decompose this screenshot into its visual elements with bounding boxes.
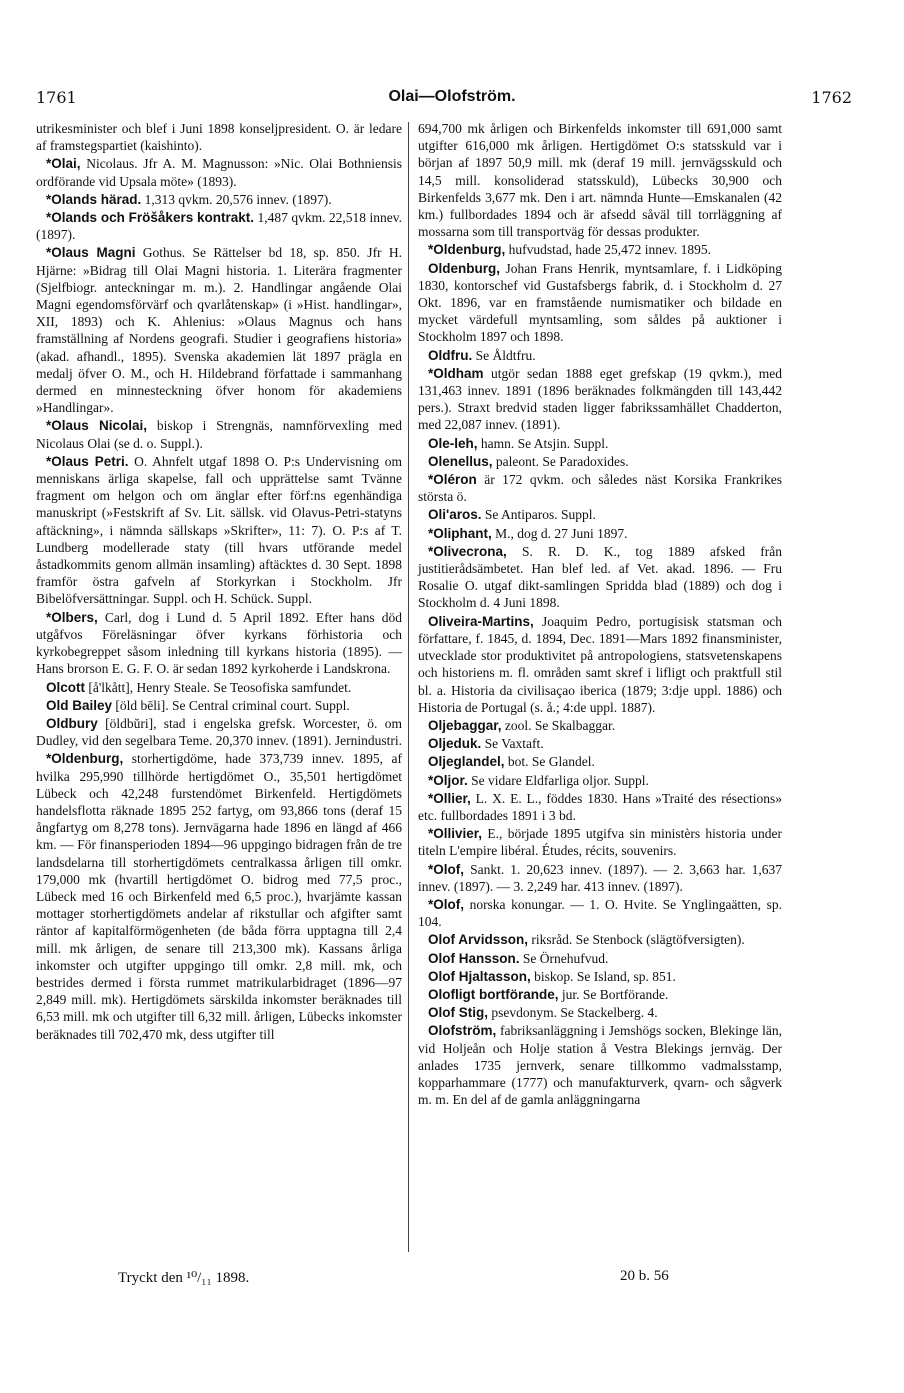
print-date: Tryckt den ¹⁰/₁₁ 1898.: [118, 1270, 250, 1286]
dictionary-entry: [36, 417, 402, 451]
entry-text: bot. Se Glandel.: [507, 754, 595, 770]
dictionary-entry: [418, 772, 782, 789]
entry-text: Johan Frans Henrik, myntsamlare, f. i Lidköping 1830, kontorschef vid Gustafsbergs fabrik, d. i Stockholm d. 27 Okt. 1896, var en framstående numismatiker och bildade en mycket värdefull myntsamling, som såldes på auktioner i Stockholm 1897 och 1898.: [418, 260, 782, 345]
entry-headword: *Olbers,: [46, 609, 98, 625]
dictionary-entry: [418, 543, 782, 612]
entry-text: 1,487 qvkm. 22,518 innev. (1897).: [36, 210, 402, 243]
dictionary-entry: [418, 471, 782, 505]
left-column: [36, 120, 402, 1044]
entry-headword: Oliveira-Martins,: [428, 613, 534, 629]
entry-headword: Oli'aros.: [428, 507, 482, 523]
entry-text: [å'lkått], Henry Steale. Se Teosofiska samfundet.: [88, 679, 352, 695]
dictionary-entry: [418, 825, 782, 859]
sheet-signature: 20 b. 56: [620, 1268, 669, 1284]
entry-text: utrikesminister och blef i Juni 1898 konseljpresident. O. är ledare af framstegspartiet (kaishinto).: [36, 121, 402, 154]
entry-headword: *Oljor.: [428, 772, 468, 788]
entry-text: riksråd. Se Stenbock (slägtöfversigten).: [531, 932, 745, 948]
page-number-right: 1762: [811, 88, 852, 107]
entry-text: 694,700 mk årligen och Birkenfelds inkomster till 691,000 samt utgifter 616,000 mk årligen. Hertigdömet O:s statsskuld var i början af 1897 50,9 mill. mk (deraf 19 mill. jernvägsskuld och 14,5 mill. konsoliderad statsskuld), Lübecks 30,900 och Birkenfelds 3,677 mk. Den i art. nämnda Hunte—Emskanalen (42 km.) fullbordades 1894 och är afsedd såväl till torrläggning af mossarna som till transportväg för dessas produkter.: [418, 121, 782, 240]
entry-headword: Olof Hansson.: [428, 950, 520, 966]
dictionary-entry: [418, 506, 782, 523]
right-column: [418, 120, 782, 1109]
entry-text: biskop. Se Island, sp. 851.: [534, 968, 676, 984]
dictionary-entry: [418, 790, 782, 824]
dictionary-entry: [36, 209, 402, 243]
entry-text: fabriksanläggning i Jemshögs socken, Blekinge län, vid Holjeån och Holje station å Vestra Blekings jernväg. Der anlades 1735 jernverk, senare tillkommo vadmalsstamp, kopparhammare (1777) och manufakturverk, qvarn- och sågverk m. m. En del af de gamla anläggningarna: [418, 1023, 783, 1108]
dictionary-entry: [418, 717, 782, 734]
entry-headword: *Olivecrona,: [428, 543, 507, 559]
dictionary-entry: [418, 613, 782, 716]
dictionary-entry: [418, 241, 782, 258]
entry-text: O. Ahnfelt utgaf 1898 O. P:s Undervisning om menniskans ärliga skapelse, fall och upprättelse samt Tvänne fragment om helgon och om änglar efter förf:ns egenhändiga manuskript (»Festskrift af Sv. Lit. sällsk. vid Olavus-Petri-statyns aftäckning», i nämnda sällskaps »Skrifter», 11: 7). O. P:s af T. Lundberg modellerade staty (till hvars utförande medel åstadkommits genom allmän insamling) aftäcktes d. 30 Sept. 1898 framför östra gafveln af Storkyrkan i Stockholm. Jfr Bibelöfversättningar. Suppl. och H. Schück. Suppl.: [36, 453, 402, 607]
dictionary-entry: [36, 697, 402, 714]
dictionary-entry: [36, 750, 402, 1042]
entry-text: Carl, dog i Lund d. 5 April 1892. Efter hans död utgåfvos Föreläsningar öfver kyrkans förhistoria och kyrkobegreppet såsom inledning till kyrkans historia (1895). — Hans brorson E. G. F. O. är sedan 1892 kyrkoherde i Landskrona.: [36, 609, 403, 677]
dictionary-entry: [418, 968, 782, 985]
dictionary-entry: [418, 986, 782, 1003]
entry-text: Se Vaxtaft.: [484, 736, 544, 752]
entry-headword: Olofström,: [428, 1023, 497, 1039]
entry-text: Se Örnehufvud.: [522, 950, 609, 966]
entry-headword: Olcott: [46, 679, 85, 695]
entry-headword: *Oldenburg,: [46, 751, 124, 767]
entry-headword: Old Bailey: [46, 697, 113, 713]
dictionary-entry: [418, 950, 782, 967]
entry-headword: Olof Hjaltasson,: [428, 968, 531, 984]
entry-headword: Oldenburg,: [428, 260, 500, 276]
entry-text: hufvudstad, hade 25,472 innev. 1895.: [508, 242, 711, 258]
dictionary-entry: [418, 435, 782, 452]
entry-headword: *Ollivier,: [428, 826, 483, 842]
dictionary-entry: [36, 453, 402, 608]
entry-headword: Oldfru.: [428, 347, 473, 363]
entry-text: Gothus. Se Rättelser bd 18, sp. 850. Jfr H. Hjärne: »Bidrag till Olai Magni historia. 1. Literära fragmenter (Sjelfbiogr. anteckningar m. m.). 2. Handlingar angående Olai Magni egendomsförvärf och qvarlåtenskap» (i »Hist. handlingar», XII, 1893) och K. Ahlenius: »Olaus Magnus och hans framställning af Nordens geografi. Studier i geografiens historia» (akad. afhandl., 1895). Svenska akademien lät 1897 prägla en medalj öfver O. M., och H. Hildebrand författade i sammanhang dermed en minnesteckning öfver honom för akademiens »Handlingar».: [36, 245, 403, 416]
entry-headword: *Ollier,: [428, 790, 471, 806]
entry-text: storhertigdöme, hade 373,739 innev. 1895, af hvilka 295,990 tillhörde hertigdömet O., 35,501 hertigdömet Lübeck och 42,248 furstendömet Birkenfeld. Hertigdömets handelsflotta räknade 1895 252 fartyg, om 93,866 tons (deraf 15 ångfartyg om 8,278 tons). Jernvägarna hade 1896 en längd af 466 km. — För finansperioden 1894—96 uppgingo bidragen från de tre landsdelarna till storhertigdömets centralkassa årligen till omkr. 179,000 mk (hvartill hertigdömet O. bidrog med 77,5 proc., Lübeck med 16 och Birkenfeld med 6,5 proc.), hvarjämte kassan mottager storhertigdömets andelar af rikstullar och afgifter samt räntor af kapitalförmögenheten (de båda förra upptagna till 2,4 mill. mk årligen, de senare till 213,300 mk). Kassans årliga inkomster och utgifter uppgingo till omkr. 2,8 mill. mk, och bestrides dermed i första rummet matrikularbidraget (1896—97 2,849 mill. mk). Hertigdömets särskilda inkomster beräknades till 6,53 mill. mk och utgifter till 6,32 mill. årligen, Lübecks inkomster beräknades till 702,470 mk, dess utgifter till: [36, 751, 403, 1042]
entry-text: utgör sedan 1888 eget grefskap (19 qvkm.), med 131,463 innev. 1891 (1896 beräknades folkmängden till 143,442 pers.). Straxt bredvid staden ligger fabrikssamhället Chadderton, med 22,087 innev. (1891).: [418, 365, 783, 433]
entry-text: L. X. E. L., föddes 1830. Hans »Traité des résections» etc. fullbordades 1891 i 3 bd.: [418, 790, 783, 823]
entry-headword: Oljeduk.: [428, 736, 482, 752]
entry-text: hamn. Se Atsjin. Suppl.: [480, 435, 609, 451]
entry-headword: *Olof,: [428, 896, 464, 912]
dictionary-entry: [36, 715, 402, 749]
dictionary-entry: [36, 244, 402, 416]
entry-headword: *Oliphant,: [428, 525, 492, 541]
entry-text: E., började 1895 utgifva sin ministèrs historia under titeln L'empire libéral. Études, récits, souvenirs.: [418, 826, 782, 859]
dictionary-entry: [418, 453, 782, 470]
entry-headword: *Oldham: [428, 365, 484, 381]
entry-text: Se Antiparos. Suppl.: [484, 507, 596, 523]
entry-headword: Oljebaggar,: [428, 717, 502, 733]
entry-headword: Oljeglandel,: [428, 754, 505, 770]
dictionary-entry: [418, 753, 782, 770]
entry-text: M., dog d. 27 Juni 1897.: [495, 525, 628, 541]
entry-text: är 172 qvkm. och således näst Korsika Frankrikes största ö.: [418, 472, 782, 505]
entry-text: paleont. Se Paradoxides.: [495, 453, 629, 469]
running-title: Olai—Olofström.: [388, 88, 516, 105]
entry-headword: *Oldenburg,: [428, 242, 506, 258]
dictionary-entry: [418, 525, 782, 542]
entry-headword: Olofligt bortförande,: [428, 986, 559, 1002]
entry-headword: Ole-leh,: [428, 435, 478, 451]
entry-text: Joaquim Pedro, portugisisk statsman och författare, f. 1845, d. 1894, Dec. 1891—Mars 1892 finansminister, utvecklade stor produktivitet på antropologiens, statsvetenskapens och historiens m. fl. områden samt skref i lifligt och praktfull stil bl. a. Historia da civilisaçao iberica (1879; 3:dje uppl. 1886) och Historia de Portugal (s. å.; 4:de uppl. 1887).: [418, 613, 783, 715]
dictionary-entry: [36, 609, 402, 678]
entry-headword: *Olaus Magni: [46, 245, 136, 261]
entry-headword: *Olai,: [46, 156, 81, 172]
dictionary-entry: [418, 1004, 782, 1021]
entry-headword: *Olands härad.: [46, 191, 142, 207]
dictionary-entry: [36, 155, 402, 189]
entry-headword: *Olaus Petri.: [46, 453, 129, 469]
entry-text: 1,313 qvkm. 20,576 innev. (1897).: [144, 191, 332, 207]
dictionary-entry: [418, 365, 782, 434]
entry-text: zool. Se Skalbaggar.: [504, 717, 616, 733]
entry-text: Nicolaus. Jfr A. M. Magnusson: »Nic. Olai Bothniensis ordförande vid Upsala möte» (1893).: [36, 156, 402, 189]
dictionary-entry: [36, 679, 402, 696]
entry-text: jur. Se Bortförande.: [561, 986, 669, 1002]
dictionary-entry: [418, 861, 782, 895]
entry-text: psevdonym. Se Stackelberg. 4.: [491, 1005, 658, 1021]
entry-text: Se vidare Eldfarliga oljor. Suppl.: [471, 772, 649, 788]
entry-headword: Olof Stig,: [428, 1005, 488, 1021]
dictionary-entry: [418, 896, 782, 930]
entry-text: S. R. D. K., tog 1889 afsked från justitierådsämbetet. Han blef led. af Vet. akad. 1896. — Fru Rosalie O. utgaf dikt-samlingen Spridda blad (1889) och dog i Stockholm d. 4 Juni 1898.: [418, 543, 782, 611]
entry-headword: *Oléron: [428, 472, 477, 488]
entry-headword: *Olof,: [428, 861, 464, 877]
dictionary-entry: [36, 191, 402, 208]
page-number-left: 1761: [36, 88, 77, 107]
entry-text: norska konungar. — 1. O. Hvite. Se Ynglingaätten, sp. 104.: [418, 896, 782, 930]
entry-headword: *Olands och Fröšåkers kontrakt.: [46, 210, 255, 226]
dictionary-entry: [418, 347, 782, 364]
entry-text: biskop i Strengnäs, namnförvexling med Nicolaus Olai (se d. o. Suppl.).: [36, 418, 403, 451]
dictionary-entry: [418, 735, 782, 752]
dictionary-entry: [418, 260, 782, 346]
entry-text: Sankt. 1. 20,623 innev. (1897). — 2. 3,663 har. 1,637 innev. (1897). — 3. 2,249 har. 413 innev. (1897).: [418, 861, 783, 894]
entry-headword: Oldbury: [46, 715, 98, 731]
entry-text: [öld bēli]. Se Central criminal court. Suppl.: [115, 697, 350, 713]
entry-headword: Olenellus,: [428, 453, 493, 469]
entry-headword: *Olaus Nicolai,: [46, 418, 147, 434]
entry-text: [öldbŭri], stad i engelska grefsk. Worcester, ö. om Dudley, vid den segelbara Teme. 20,370 innev. (1891). Jernindustri.: [36, 715, 402, 749]
dictionary-entry: [36, 120, 402, 154]
dictionary-entry: [418, 1022, 782, 1108]
entry-headword: Olof Arvidsson,: [428, 932, 529, 948]
column-divider: [408, 122, 409, 1252]
dictionary-entry: [418, 120, 782, 240]
entry-text: Se Åldtfru.: [475, 347, 536, 363]
dictionary-entry: [418, 931, 782, 948]
